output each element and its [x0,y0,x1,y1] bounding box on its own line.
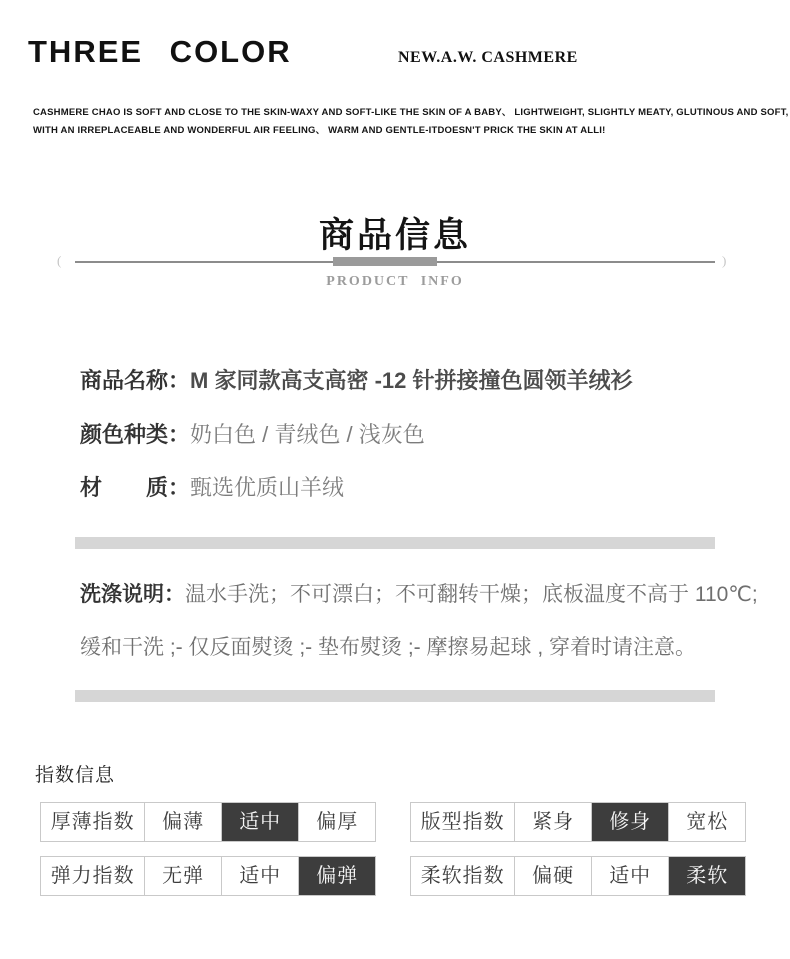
index-table-fit [410,802,746,842]
product-name-label: 商品名称： [80,368,191,393]
product-material-value: 甄选优质山羊绒 [190,475,345,500]
product-material-label: 材 质： [80,475,191,500]
care-instructions-line1 [80,578,758,608]
divider-end-mark-right: ) [722,253,727,268]
section-title: 商品信息 [318,216,471,255]
care-text-1: 温水手洗；不可漂白；不可翻转干燥；底板温度不高于 110℃; [185,583,758,606]
section-divider-bar-top [75,537,715,549]
product-name-row [80,364,632,395]
index-cell-option: 修身 [591,803,669,841]
index-cell-option: 柔软 [668,857,745,895]
care-instructions-line2 [80,631,696,661]
brand-tagline-line2: WITH AN IRREPLACEABLE AND WONDERFUL AIR FEELING、 WARM AND GENTLE-ITDOESN'T PRICK THE SKIN AT ALLI! [33,125,606,136]
care-text-2: 缓和干洗 ;- 仅反面熨烫 ;- 垫布熨烫 ;- 摩擦易起球 , 穿着时请注意。 [80,636,696,659]
index-cell-option: 宽松 [668,803,745,841]
index-cell-label: 弹力指数 [50,865,135,887]
index-table-thickness [40,802,376,842]
section-divider-bar-bottom [75,690,715,702]
divider-center-bar [333,257,437,266]
index-cell-label: 柔软指数 [420,865,505,887]
brand-tagline-line1: CASHMERE CHAO IS SOFT AND CLOSE TO THE SKIN-WAXY AND SOFT-LIKE THE SKIN OF A BABY、 LIGHTWEIGHT, SLIGHTLY MEATY, GLUTINOUS AND SOFT, [33,107,789,118]
index-cell-label: 版型指数 [420,811,505,833]
index-cell-option: 偏硬 [514,857,591,895]
index-table-elasticity [40,856,376,896]
index-cell-option: 偏厚 [298,803,375,841]
product-color-row [80,418,425,449]
care-label: 洗涤说明： [80,583,185,606]
index-cell-option: 无弹 [144,857,221,895]
index-cell-label: 厚薄指数 [50,811,135,833]
index-cell-option: 适中 [591,857,669,895]
brand-subtitle: NEW.A.W. CASHMERE [398,49,578,66]
index-cell-option: 偏弹 [298,857,375,895]
brand-title: THREE COLOR [28,34,292,69]
product-name-value: M 家同款高支高密 -12 针拼接撞色圆领羊绒衫 [190,368,633,393]
index-cell-option: 偏薄 [144,803,221,841]
product-material-row [80,471,344,502]
index-cell-option: 适中 [221,803,299,841]
section-subtitle: PRODUCT INFO [326,274,464,289]
index-info-title: 指数信息 [35,765,116,786]
index-cell-option: 适中 [221,857,299,895]
index-table-softness [410,856,746,896]
index-cell-option: 紧身 [514,803,591,841]
product-color-label: 颜色种类： [80,422,191,447]
divider-end-mark-left: ( [57,253,62,268]
product-color-value: 奶白色 / 青绒色 / 浅灰色 [190,422,425,447]
